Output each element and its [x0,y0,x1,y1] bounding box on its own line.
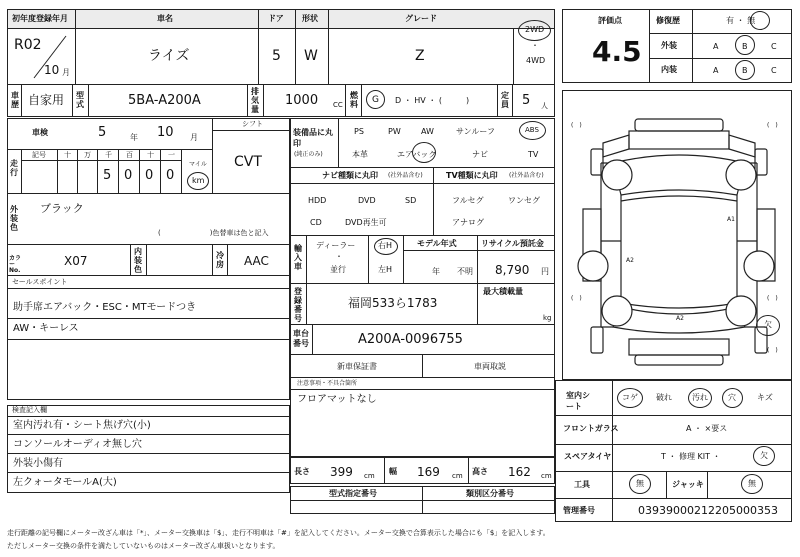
mileage-col-ichi: 一 [168,151,175,159]
type-designation-label: 型式指定番号 [329,489,377,498]
width-unit: cm [452,472,463,480]
equip-pw: PW [388,127,401,136]
equip-tv: TV [528,150,539,159]
body-shape: W [304,48,318,64]
score-label: 評価点 [598,16,622,25]
seat-hole: 穴 [728,393,736,402]
mileage-digit: 0 [145,168,154,183]
import-dot: ・ [335,252,343,261]
exterior-label: 外装 [661,41,677,50]
seat-label: 室内シート [566,391,590,411]
door-header: ドア [268,14,284,23]
reg-number-label: 登録番号 [294,287,302,323]
equip-aw: AW [421,127,434,136]
car-name: ライズ [148,48,190,64]
color-no-value: X07 [64,254,88,268]
width-label: 幅 [389,467,397,476]
footer-note: 走行距離の記号欄にメーター改ざん車は「*」、メーター交換車は「$」、走行不明車は「#」を記入してください。メーター交換で合算表示した場合にも「$」を記入します。 [7,529,550,537]
tv-analog: アナログ [452,218,484,227]
mileage-col-mark: 記号 [32,151,46,159]
fuel-others: D ・ HV ・ ( ) [395,96,470,105]
import-label: 輸入車 [294,244,302,271]
navi-label: ナビ種類に丸印 [322,171,378,180]
spare-tire-value: T ・ 修理 KIT ・ [661,452,721,461]
interior-grade-b: B [742,66,748,75]
interior-grade-c: C [771,66,777,75]
tools-value: 無 [636,479,644,488]
owner-manual: 車両取説 [474,362,506,371]
tools-label: 工具 [574,480,590,489]
mileage-label: 走行 [10,159,18,177]
import-dealer: ディーラー [316,241,356,250]
width-value: 169 [417,465,440,479]
import-parallel: 並行 [330,265,346,274]
tv-sub: (社外品含む) [509,172,544,179]
inspect-year-unit: 年 [130,133,138,142]
diagram-bracket: ( ) [767,295,778,302]
use-value: 自家用 [28,93,65,107]
color-label: 外装色 [10,205,18,232]
drive-2wd: 2WD [525,25,545,34]
mileage-digit: 0 [166,168,175,183]
max-load-unit: kg [543,314,552,322]
recycle-yen: 円 [541,267,549,276]
missing-mark: 欠 [764,320,772,329]
reg-number-value: 福岡533ら1783 [348,296,438,310]
reg-year-header: 初年度登録年月 [12,14,68,23]
equip-sub: (純正のみ) [294,151,323,158]
model-value: 5BA-A200A [128,93,201,108]
model-year-unknown: 不明 [457,267,473,276]
length-unit: cm [364,472,375,480]
recycle-label: リサイクル預託金 [481,239,544,248]
sales-point-line: AW・キーレス [13,323,79,334]
repair-history-value: 有 ・ 無 [726,16,756,25]
mileage-col-sen: 千 [105,151,112,159]
shape-header: 形状 [302,14,318,23]
displacement-value: 1000 [285,93,319,108]
reg-era: R02 [14,37,42,53]
exterior-b-circle [735,35,755,55]
inspection-note-line: 外装小傷有 [13,458,63,469]
seat-scratch: キズ [757,393,773,402]
capacity-unit: 人 [541,102,548,110]
tv-label: TV種類に丸印 [446,171,498,180]
sales-point-line: 助手席エアバック・ESC・MTモードつき [13,302,197,313]
jack-value: 無 [748,479,756,488]
cc-unit: CC [333,101,343,109]
length-label: 長さ [294,467,310,476]
notes-label: 注意事項・不具合箇所 [297,380,358,387]
color-value: ブラック [40,202,84,215]
height-unit: cm [541,472,552,480]
inspect-label: 車検 [32,128,48,137]
navi-dvd: DVD [358,196,376,205]
grade-header: グレード [405,14,437,23]
displacement-label: 排気量 [251,87,259,114]
mileage-col-juu: 十 [147,151,154,159]
windshield-value: A ・ ×要ス [686,424,728,433]
equip-ps: PS [354,127,364,136]
equip-abs: ABS [525,126,539,134]
capacity-value: 5 [522,93,531,108]
spare-tire-label: スペアタイヤ [564,452,612,461]
navi-hdd: HDD [308,196,327,205]
windshield-label: フロントガラス [563,424,619,433]
equip-sunroof: サンルーフ [456,127,495,136]
left-hand: 左H [378,265,393,274]
navi-dvd-play: DVD再生可 [345,218,387,227]
damage-label-a1: A1 [727,216,735,223]
inspection-note-line: コンソールオーディオ無し穴 [13,439,142,450]
damage-label-a2: A2 [626,257,634,264]
drive-4wd: 4WD [526,56,546,65]
mileage-col-10man: 十 [64,151,71,159]
inspect-month-unit: 月 [190,133,198,142]
mileage-col-man: 万 [84,151,91,159]
model-year-label: モデル年式 [417,239,457,248]
inspect-year: 5 [98,125,107,140]
inspect-month: 10 [157,125,174,140]
diagram-bracket: ( ) [767,347,778,354]
navi-cd: CD [310,218,322,227]
shift-value: CVT [234,154,262,170]
score-value: 4.5 [592,35,642,68]
damage-label-a2-rear: A2 [676,315,684,322]
interior-b-circle [735,60,755,80]
seat-tear: 破れ [656,393,672,402]
diagram-bracket: ( ) [571,122,582,129]
diagram-bracket: ( ) [571,295,582,302]
interior-label: 内装 [661,65,677,74]
height-label: 高さ [472,467,488,476]
capacity-label: 定員 [501,91,509,109]
footer-note: ただしメーター交換の条件を満たしていないものはメーター改ざん車扱いとなります。 [7,542,280,550]
door-count: 5 [272,48,281,64]
equip-navi: ナビ [472,150,488,159]
inspection-note-line: 室内汚れ有・シート焦げ穴(小) [13,420,151,431]
seat-koge: コゲ [622,393,638,402]
height-value: 162 [508,465,531,479]
navi-sub: (社外品含む) [388,172,423,179]
spare-missing: 欠 [760,451,768,460]
color-no-label: カラーNo. [9,255,22,274]
exterior-grade-c: C [771,42,777,51]
mileage-digit: 0 [124,168,133,183]
exterior-grade-a: A [713,42,719,51]
shift-label: シフト [242,120,263,128]
equip-label: 装備品に丸印 [293,128,333,148]
jack-label: ジャッキ [672,480,704,489]
car-diagram [563,91,791,379]
fuel-value: G [372,95,379,105]
length-value: 399 [330,465,353,479]
model-year-unit: 年 [432,267,440,276]
mile-unit: マイル [189,161,207,168]
equip-airbag: エアバック [397,150,437,159]
notes-value: フロアマットなし [297,394,377,405]
ac-value: AAC [244,254,269,268]
repair-history-label: 修復歴 [656,16,680,25]
tv-oneseg: ワンセグ [508,196,540,205]
mileage-digit: 5 [103,168,112,183]
fuel-label: 燃料 [350,91,358,109]
recycle-value: 8,790 [495,263,530,277]
car-name-header: 車名 [157,14,173,23]
ac-label: 冷房 [216,251,224,269]
exterior-grade-b: B [742,42,748,51]
mileage-col-hyaku: 百 [126,151,133,159]
right-hand: 右H [378,241,393,250]
reg-month: 10 [44,63,60,77]
sales-points-label: セールスポイント [12,278,68,286]
management-number-label: 管理番号 [563,506,595,515]
repair-none-circle [750,11,770,30]
management-number-value: 03939000212205000353 [638,504,778,517]
tv-fullseg: フルセグ [452,196,484,205]
navi-sd: SD [405,196,417,205]
max-load-label: 最大積載量 [483,287,523,296]
seat-dirt: 汚れ [692,393,708,402]
equip-leather: 本革 [352,150,368,159]
color-note: ( )色替車は色と記入 [158,229,269,237]
diagram-bracket: ( ) [767,122,778,129]
chassis-value: A200A-0096755 [358,332,463,347]
type-label: 型式 [76,91,84,109]
new-car-warranty: 新車保証書 [337,362,377,371]
interior-color-label: 内装色 [134,247,142,274]
inspection-note-line: 左クォータモールA(大) [13,477,117,488]
use-label: 車歴 [11,91,19,109]
chassis-label: 車台番号 [293,329,309,348]
reg-month-unit: 月 [62,68,70,77]
interior-grade-a: A [713,66,719,75]
grade-value: Z [415,48,425,64]
inspection-notes-label: 検査記入欄 [12,406,47,414]
km-unit: km [192,176,205,185]
category-number-label: 類別区分番号 [466,489,514,498]
drive-dot: ・ [531,41,539,50]
